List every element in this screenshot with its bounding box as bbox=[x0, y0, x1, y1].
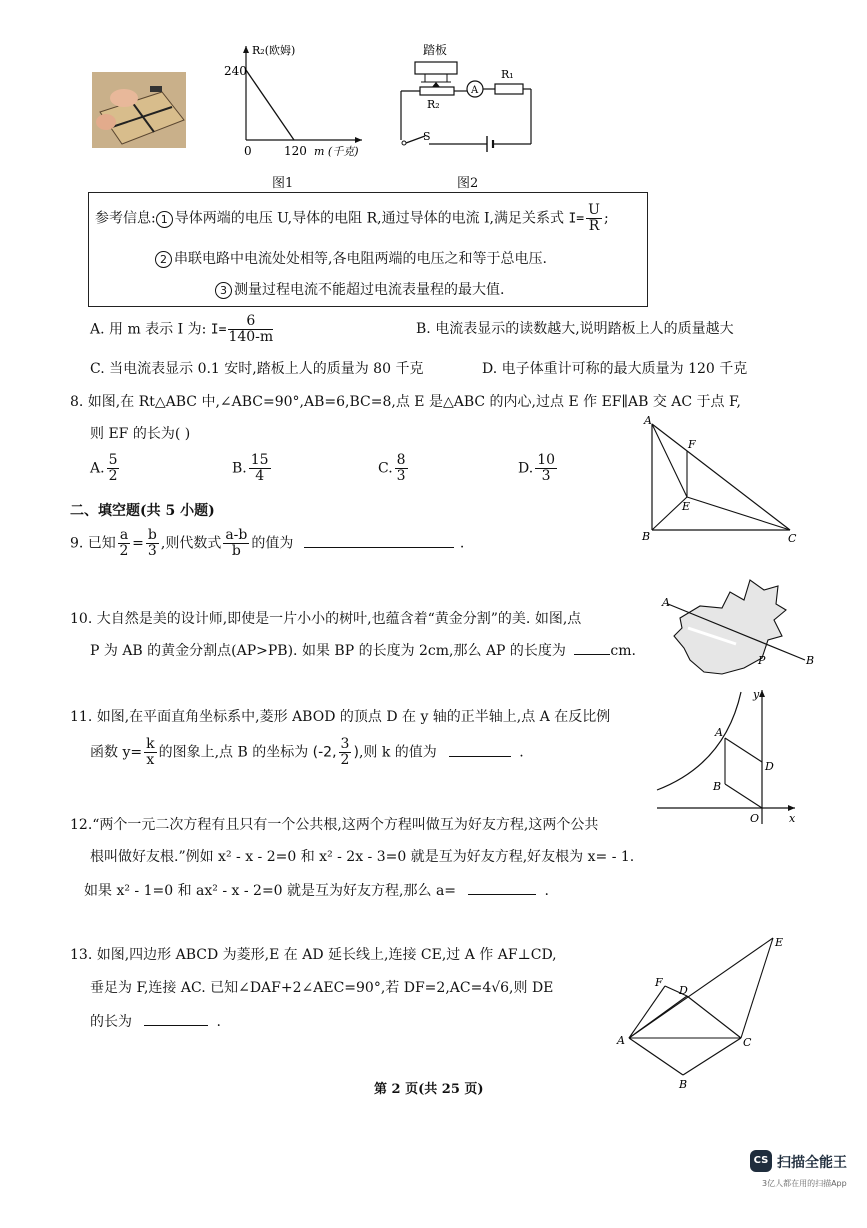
q13-line1: 13. 如图,四边形 ABCD 为菱形,E 在 AD 延长线上,连接 CE,过 A 作 AF⊥CD, bbox=[70, 947, 557, 963]
q13-line2: 垂足为 F,连接 AC. 已知∠DAF+2∠AEC=90°,若 DF=2,AC=4√6,则 DE bbox=[90, 980, 554, 996]
q8-label-b: B bbox=[642, 530, 651, 543]
q8-c-den: 3 bbox=[396, 468, 406, 484]
q7-option-a bbox=[90, 314, 275, 345]
q11-coordinate-figure bbox=[655, 684, 805, 829]
q13-end: . bbox=[216, 1014, 221, 1030]
q11-c-den: 2 bbox=[340, 752, 350, 768]
pedal-photo bbox=[92, 72, 186, 148]
q8-d-num: 10 bbox=[537, 452, 556, 468]
q11-pre: 函数 y= bbox=[90, 744, 143, 761]
graph-y-tick: 240 bbox=[224, 64, 247, 78]
q10-line2-text: P 为 AB 的黄金分割点(AP>PB). 如果 BP 的长度为 2cm,那么 AP 的长度为 bbox=[90, 643, 566, 659]
q11-coord-post: ) bbox=[353, 744, 359, 761]
q12-answer-blank[interactable] bbox=[468, 894, 536, 895]
q9-eq: = bbox=[132, 535, 144, 552]
q10-line1: 10. 大自然是美的设计师,即使是一片小小的树叶,也蕴含着“黄金分割”的美. 如图,点 bbox=[70, 611, 582, 627]
q9-f2-num: b bbox=[147, 527, 157, 543]
r2-label: R₂ bbox=[427, 98, 440, 111]
q9-mid: ,则代数式 bbox=[160, 535, 222, 552]
info-head: 参考信息: bbox=[95, 210, 156, 227]
q13-answer-blank[interactable] bbox=[144, 1025, 208, 1026]
q9-f1-num: a bbox=[119, 527, 129, 543]
q8-option-b bbox=[232, 453, 273, 484]
q8-a-den: 2 bbox=[108, 468, 118, 484]
q10-label-a: A bbox=[662, 596, 670, 609]
q13-rhombus-figure bbox=[615, 930, 795, 1090]
q8-d-den: 3 bbox=[541, 468, 551, 484]
info-item-2 bbox=[155, 248, 547, 268]
reference-info-box bbox=[88, 192, 648, 307]
q10-leaf-figure bbox=[660, 578, 825, 683]
q8-d-frac bbox=[535, 453, 557, 484]
q8-c-num: 8 bbox=[396, 452, 406, 468]
q11-label-y: y bbox=[753, 688, 760, 701]
q13-label-d: D bbox=[679, 984, 688, 997]
q10-answer-blank[interactable] bbox=[574, 654, 610, 655]
q11-answer-blank[interactable] bbox=[449, 756, 511, 757]
q7-a-text: A. 用 m 表示 I 为: bbox=[90, 321, 207, 338]
q8-stem-line2: 则 EF 的长为( ) bbox=[90, 426, 191, 442]
q11-end: . bbox=[519, 744, 524, 761]
q8-a-frac bbox=[107, 453, 120, 484]
q10-label-p: P bbox=[758, 654, 766, 667]
q11-mid: 的图象上,点 B 的坐标为 bbox=[158, 744, 309, 761]
q8-b-den: 4 bbox=[255, 468, 265, 484]
q11-label-a: A bbox=[715, 726, 723, 739]
q9-frac-1 bbox=[118, 528, 130, 559]
circuit-diagram bbox=[395, 40, 540, 165]
graph-line bbox=[246, 70, 294, 140]
q9-pre: 9. 已知 bbox=[70, 535, 116, 552]
pedal-label: 踏板 bbox=[423, 43, 448, 57]
resistance-mass-graph bbox=[222, 40, 372, 165]
q11-coord-frac bbox=[339, 737, 352, 768]
q8-b-label: B. bbox=[232, 460, 247, 477]
q8-stem-line1: 8. 如图,在 Rt△ABC 中,∠ABC=90°,AB=6,BC=8,点 E 是△ABC 的内心,过点 E 作 EF∥AB 交 AC 于点 F, bbox=[70, 394, 741, 410]
q11-label-x: x bbox=[789, 812, 796, 825]
info-formula-lhs: I= bbox=[568, 211, 585, 227]
info-formula bbox=[586, 203, 602, 234]
q9-frac-3 bbox=[223, 528, 249, 559]
q9-end: . bbox=[459, 535, 465, 552]
scanner-tagline: 3亿人都在用的扫描App bbox=[762, 1179, 847, 1188]
q9-f3-den: b bbox=[231, 543, 241, 559]
q13-label-b: B bbox=[679, 1078, 688, 1090]
q11-line1: 11. 如图,在平面直角坐标系中,菱形 ABOD 的顶点 D 在 y 轴的正半轴上,点 A 在反比例 bbox=[70, 709, 611, 725]
q11-label-o: O bbox=[750, 812, 760, 825]
graph-origin: 0 bbox=[244, 144, 252, 158]
q9-f3-num: a-b bbox=[225, 527, 248, 543]
q13-label-a: A bbox=[617, 1034, 625, 1047]
q8-option-a bbox=[90, 453, 121, 484]
switch-label: S bbox=[423, 130, 431, 143]
q7-a-lhs: I= bbox=[210, 322, 227, 338]
page-footer: 第 2 页(共 25 页) bbox=[374, 1082, 484, 1097]
info-text-3: 测量过程电流不能超过电流表量程的最大值. bbox=[234, 282, 505, 298]
q7-option-c: C. 当电流表显示 0.1 安时,踏板上人的质量为 80 千克 bbox=[90, 361, 424, 377]
ammeter-label: A bbox=[471, 85, 479, 96]
q7-a-den: 140-m bbox=[228, 329, 274, 345]
q13-label-f: F bbox=[655, 976, 663, 989]
q9-answer-blank[interactable] bbox=[304, 547, 454, 548]
q9-f1-den: 2 bbox=[119, 543, 129, 559]
q12-line3-text: 如果 x² - 1=0 和 ax² - x - 2=0 就是互为好友方程,那么 a= bbox=[84, 883, 457, 899]
q12-line3 bbox=[84, 880, 549, 900]
q8-a-num: 5 bbox=[108, 452, 118, 468]
q8-option-d bbox=[518, 453, 559, 484]
q10-line2 bbox=[90, 640, 636, 660]
q7-option-b: B. 电流表显示的读数越大,说明踏板上人的质量越大 bbox=[416, 321, 734, 337]
q9-f2-den: 3 bbox=[147, 543, 157, 559]
q8-b-num: 15 bbox=[250, 452, 269, 468]
q7-option-d: D. 电子体重计可称的最大质量为 120 千克 bbox=[482, 361, 748, 377]
info-num-3: 3 bbox=[215, 282, 232, 299]
info-text-1: 导体两端的电压 U,导体的电阻 R,通过导体的电流 I,满足关系式 bbox=[174, 210, 565, 227]
info-text-2: 串联电路中电流处处相等,各电阻两端的电压之和等于总电压. bbox=[174, 251, 547, 267]
info-item-1 bbox=[95, 203, 609, 234]
q7-a-fraction bbox=[228, 314, 273, 345]
q8-label-a: A bbox=[644, 414, 652, 427]
q11-line2 bbox=[90, 737, 524, 768]
q9-post: 的值为 bbox=[251, 535, 294, 552]
q8-triangle-figure bbox=[640, 412, 805, 547]
q13-label-e: E bbox=[775, 936, 784, 949]
q12-line2: 根叫做好友根.”例如 x² - x - 2=0 和 x² - 2x - 3=0 就是互为好友方程,好友根为 x= - 1. bbox=[90, 849, 635, 865]
q10-unit: cm. bbox=[610, 643, 636, 659]
q8-label-c: C bbox=[788, 532, 797, 545]
scanner-logo-icon: CS bbox=[750, 1150, 772, 1172]
q8-label-e: E bbox=[682, 500, 691, 513]
info-formula-den: R bbox=[588, 218, 600, 234]
fig1-caption: 图1 bbox=[272, 176, 294, 191]
q11-c-num: 3 bbox=[340, 736, 350, 752]
q8-option-c bbox=[378, 453, 410, 484]
q7-a-num: 6 bbox=[228, 314, 273, 330]
graph-y-label: R₂(欧姆) bbox=[252, 44, 296, 57]
q13-label-c: C bbox=[743, 1036, 752, 1049]
q8-c-frac bbox=[395, 453, 408, 484]
q9 bbox=[70, 528, 464, 559]
info-end: ; bbox=[603, 210, 609, 227]
q11-f-den: x bbox=[146, 752, 155, 768]
q11-f-num: k bbox=[146, 736, 155, 752]
q13-line3-text: 的长为 bbox=[90, 1014, 132, 1030]
fig2-caption: 图2 bbox=[457, 176, 479, 191]
graph-x-label: m (千克) bbox=[314, 145, 359, 158]
q11-label-b: B bbox=[713, 780, 722, 793]
q9-frac-2 bbox=[146, 528, 159, 559]
q11-frac bbox=[144, 737, 156, 768]
q11-label-d: D bbox=[765, 760, 774, 773]
q8-d-label: D. bbox=[518, 460, 534, 477]
q8-b-frac bbox=[249, 453, 271, 484]
q8-label-f: F bbox=[688, 438, 696, 451]
info-num-1: 1 bbox=[156, 211, 173, 228]
r1-label: R₁ bbox=[501, 68, 514, 81]
graph-x-tick: 120 bbox=[284, 144, 307, 158]
q8-c-label: C. bbox=[378, 460, 393, 477]
q12-line1: 12.“两个一元二次方程有且只有一个公共根,这两个方程叫做互为好友方程,这两个公共 bbox=[70, 817, 599, 833]
q13-line3 bbox=[90, 1011, 221, 1031]
scanner-name: 扫描全能王 bbox=[777, 1155, 847, 1171]
q8-a-label: A. bbox=[90, 460, 105, 477]
q10-label-b: B bbox=[806, 654, 815, 667]
info-formula-num: U bbox=[588, 202, 600, 218]
section-2-heading: 二、填空题(共 5 小题) bbox=[70, 503, 215, 519]
q11-coord-pre: (-2, bbox=[312, 744, 337, 761]
info-num-2: 2 bbox=[155, 251, 172, 268]
q12-end: . bbox=[544, 883, 549, 899]
q11-post: ,则 k 的值为 bbox=[358, 744, 437, 761]
info-item-3 bbox=[215, 279, 504, 299]
